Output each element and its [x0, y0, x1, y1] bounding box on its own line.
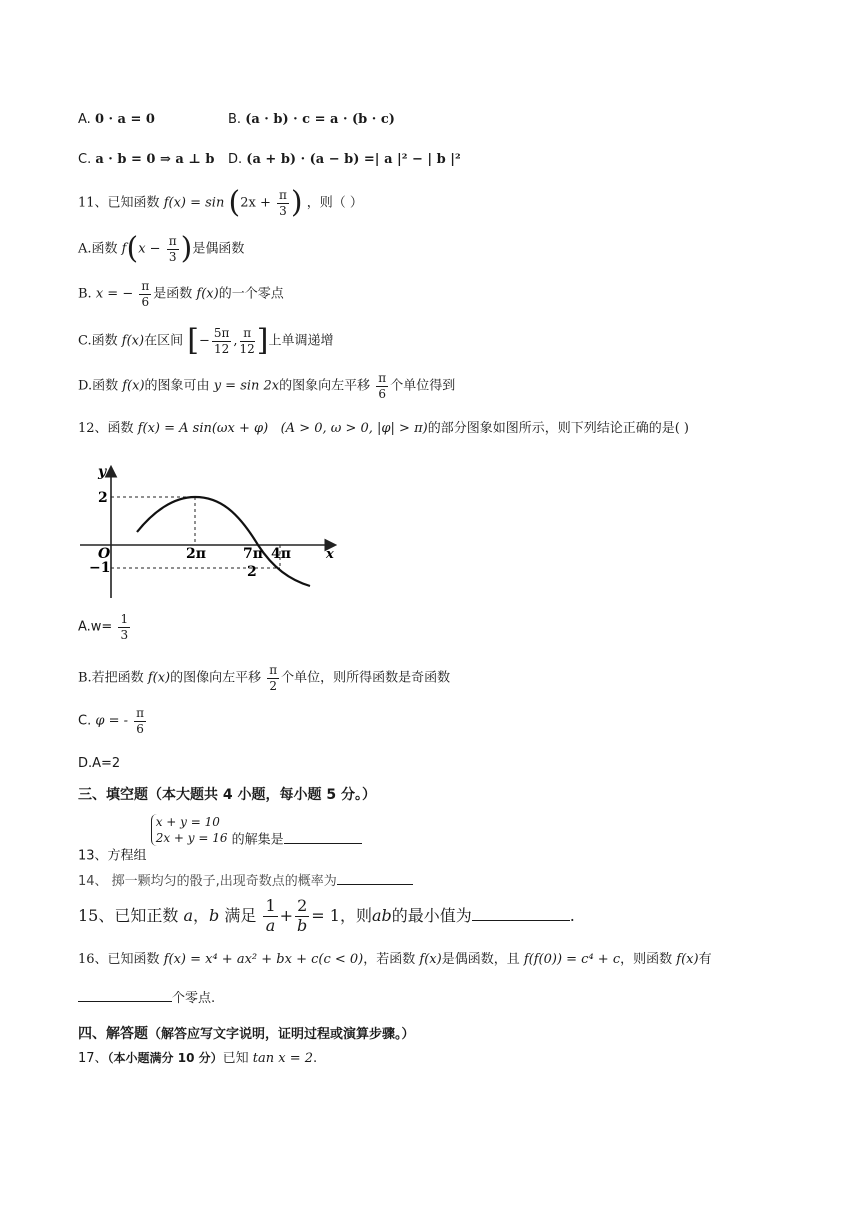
pi-over-12 [240, 327, 255, 355]
option-mid: 的图象可由 [144, 378, 210, 394]
pi-over-3 [277, 189, 289, 217]
numerator: π [269, 663, 278, 677]
stem-end: 个零点. [172, 991, 216, 1006]
x-axis-label: x [326, 547, 334, 562]
numerator: π [240, 327, 255, 342]
denominator: 6 [136, 721, 144, 736]
option-mid: 的图像向左平移 [170, 670, 262, 686]
x-tick-2pi: 2π [186, 546, 206, 562]
numerator: π [278, 187, 287, 202]
var-b: b [209, 905, 220, 925]
denominator: 3 [279, 203, 287, 218]
y-tick-neg1: −1 [89, 560, 111, 576]
sine-curve [137, 497, 310, 586]
q12-stem [78, 422, 689, 435]
pi-over-2 [267, 664, 279, 692]
function-expr: f(x) [122, 378, 145, 394]
denominator: b [297, 915, 308, 935]
q11-stem [78, 185, 363, 220]
numerator: 1 [265, 896, 276, 915]
numerator: π [136, 706, 145, 720]
function-expr: f(x) = x⁴ + ax² + bx + c(c < 0) [163, 952, 364, 967]
option-tail: 的一个零点 [218, 286, 284, 302]
x-tick-7pi-num: 7π [243, 546, 263, 562]
period: . [569, 905, 575, 925]
pi-over-6 [376, 372, 388, 400]
option-expr: a · b = 0 ⇒ a ⊥ b [95, 152, 215, 167]
option-tail: 是偶函数 [192, 241, 245, 257]
option-tail: 个单位得到 [390, 378, 456, 394]
option-text: C. [78, 713, 92, 729]
two-over-b [295, 898, 309, 935]
answer-blank[interactable] [337, 884, 413, 885]
option-tail: 上单调递增 [268, 333, 334, 349]
numerator: π [168, 233, 177, 248]
q17 [78, 1052, 317, 1065]
stem-mid3: ，则函数 [620, 952, 673, 967]
answer-blank[interactable] [78, 1001, 172, 1002]
function-expr: f(x) = A sin(ωx + φ) [137, 421, 269, 436]
q12-option-b [78, 664, 450, 692]
denominator: 12 [213, 341, 230, 356]
denominator: 6 [141, 294, 150, 309]
stem-text: 14、 掷一颗均匀的骰子,出现奇数点的概率为 [78, 874, 337, 889]
paren-open: ( [126, 231, 139, 266]
q11-option-a [78, 231, 245, 266]
denominator: 3 [120, 627, 129, 642]
q16 [78, 953, 712, 966]
paren-close: ) [180, 231, 193, 266]
denominator: 12 [239, 341, 255, 356]
function-expr: f(x) [121, 333, 145, 349]
section-3-heading: 三、填空题（本大题共 4 小题，每小题 5 分。） [78, 787, 376, 803]
one-third [118, 613, 130, 641]
numerator: 5π [213, 325, 230, 340]
denominator: 6 [378, 386, 387, 401]
equation-2: 2x + y = 16 [155, 831, 228, 846]
function-expr: f(x) = sin [163, 195, 225, 211]
period: . [313, 1051, 318, 1066]
bracket-close: ] [256, 323, 269, 358]
option-label: A. [78, 112, 91, 127]
option-mid2: 的图象向左平移 [279, 378, 371, 394]
one-over-a [263, 898, 277, 935]
var-a: a [183, 905, 194, 925]
function-expr-2: f(x) [419, 952, 442, 967]
stem-text: 15、已知正数 [78, 905, 179, 925]
equals-one: = 1 [311, 905, 340, 925]
q16-line2 [78, 992, 215, 1005]
stem-mid: ，若函数 [363, 952, 416, 967]
function-name: f [121, 241, 127, 257]
stem-text: 12、函数 [78, 421, 134, 436]
answer-blank[interactable] [284, 843, 362, 844]
phi-expr: φ = - [95, 713, 129, 729]
option-tail: 个单位，则所得函数是奇函数 [281, 670, 451, 686]
composite-expr: f(f(0)) = c⁴ + c [523, 952, 621, 967]
pi-over-3 [167, 235, 179, 263]
stem-text: 16、已知函数 [78, 952, 160, 967]
condition-expr: (A > 0, ω > 0, |φ| > π) [280, 421, 428, 436]
stem-tail: 的解集是 [231, 832, 284, 848]
var-ab: ab [371, 905, 392, 925]
option-mid: 在区间 [144, 333, 184, 349]
stem-text: 11、已知函数 [78, 195, 160, 211]
option-label: B. [228, 112, 242, 127]
stem-tail: 的最小值为 [391, 905, 472, 925]
question-number: 17、 [78, 1051, 108, 1066]
q10-option-c [78, 153, 214, 166]
stem-text: 13、方程组 [78, 848, 147, 864]
option-expr: (a + b) · (a − b) =| a |² − | b |² [246, 152, 461, 167]
equation-1: x + y = 10 [155, 815, 220, 829]
q14 [78, 875, 413, 888]
inner-expr: x − [138, 241, 161, 257]
q10-option-d [228, 153, 461, 166]
q10-option-a [78, 113, 155, 126]
stem-mid2: 是偶函数，且 [441, 952, 520, 967]
stem-text: 已知 [222, 1051, 249, 1066]
option-expr: (a · b) · c = a · (b · c) [245, 112, 395, 127]
stem-post: ，则 [339, 905, 372, 925]
option-text: B.若把函数 [78, 670, 144, 686]
section-4-heading [78, 1023, 415, 1043]
separator: ， [193, 905, 210, 925]
q12-option-c [78, 707, 148, 735]
q11-option-b [78, 280, 284, 308]
tan-expr: tan x = 2 [252, 1051, 314, 1066]
x-tick-7pi-den: 2 [247, 564, 257, 580]
bracket-open: [ [187, 323, 199, 358]
score-note: （本小题满分 10 分） [107, 1051, 223, 1065]
y-expr: y = sin 2x [213, 378, 280, 394]
stem-tail: 有 [698, 952, 712, 967]
denominator: 2 [269, 678, 278, 693]
option-mid: 是函数 [153, 286, 193, 302]
function-expr: f(x) [147, 670, 171, 686]
x-tick-4pi: 4π [271, 546, 291, 562]
x-expr: x = − [95, 286, 134, 302]
numerator: 1 [120, 612, 129, 626]
numerator: π [378, 371, 387, 385]
5pi-over-12 [212, 327, 232, 355]
option-text: C.函数 [78, 333, 118, 349]
denominator: 3 [168, 249, 177, 264]
option-text: A.w= [78, 619, 113, 635]
equation-system [151, 814, 228, 846]
pi-over-6 [139, 280, 151, 308]
paren-close: ) [290, 185, 303, 220]
sine-graph [78, 462, 340, 602]
q12-option-a [78, 613, 132, 641]
origin-label: O [98, 546, 111, 562]
paren-open: ( [228, 185, 241, 220]
q11-option-c: C.函数 f(x)在区间 [− $\frac{5\pi}{12}$ , $\frac{\pi}{12}$ ]上单调递增 [78, 323, 334, 358]
stem-tail: 的部分图象如图所示，则下列结论正确的是( ) [427, 421, 689, 436]
y-tick-2: 2 [98, 490, 108, 506]
q13 [78, 814, 362, 863]
option-text: D.函数 [78, 378, 119, 394]
function-expr: f(x) [196, 286, 219, 302]
option-label: D. [228, 152, 243, 167]
denominator: a [265, 915, 276, 935]
answer-blank[interactable] [472, 920, 570, 921]
stem-mid: 满足 [224, 905, 257, 925]
q12-option-d: D.A=2 [78, 756, 121, 771]
y-axis-label: y [98, 464, 107, 480]
numerator: 2 [297, 896, 308, 915]
section-note: （解答应写文字说明，证明过程或演算步骤。） [148, 1027, 415, 1042]
inner-expr: 2x + [240, 195, 271, 211]
q10-option-b [228, 113, 395, 126]
function-expr-3: f(x) [676, 952, 699, 967]
section-title: 四、解答题 [78, 1026, 148, 1042]
q15: 15、已知正数 a，b 满足 $\frac{1}{a}$ + $\frac{2}{b}$ = 1，则ab的最小值为 . [78, 896, 575, 935]
numerator: π [141, 279, 150, 293]
stem-tail: ，则（ ） [306, 195, 363, 211]
option-expr: 0 · a = 0 [94, 112, 155, 127]
option-text: B. [78, 286, 92, 302]
option-text: A.函数 [78, 241, 118, 257]
option-label: C. [78, 152, 92, 167]
pi-over-6 [134, 707, 146, 735]
q11-option-d [78, 372, 455, 400]
